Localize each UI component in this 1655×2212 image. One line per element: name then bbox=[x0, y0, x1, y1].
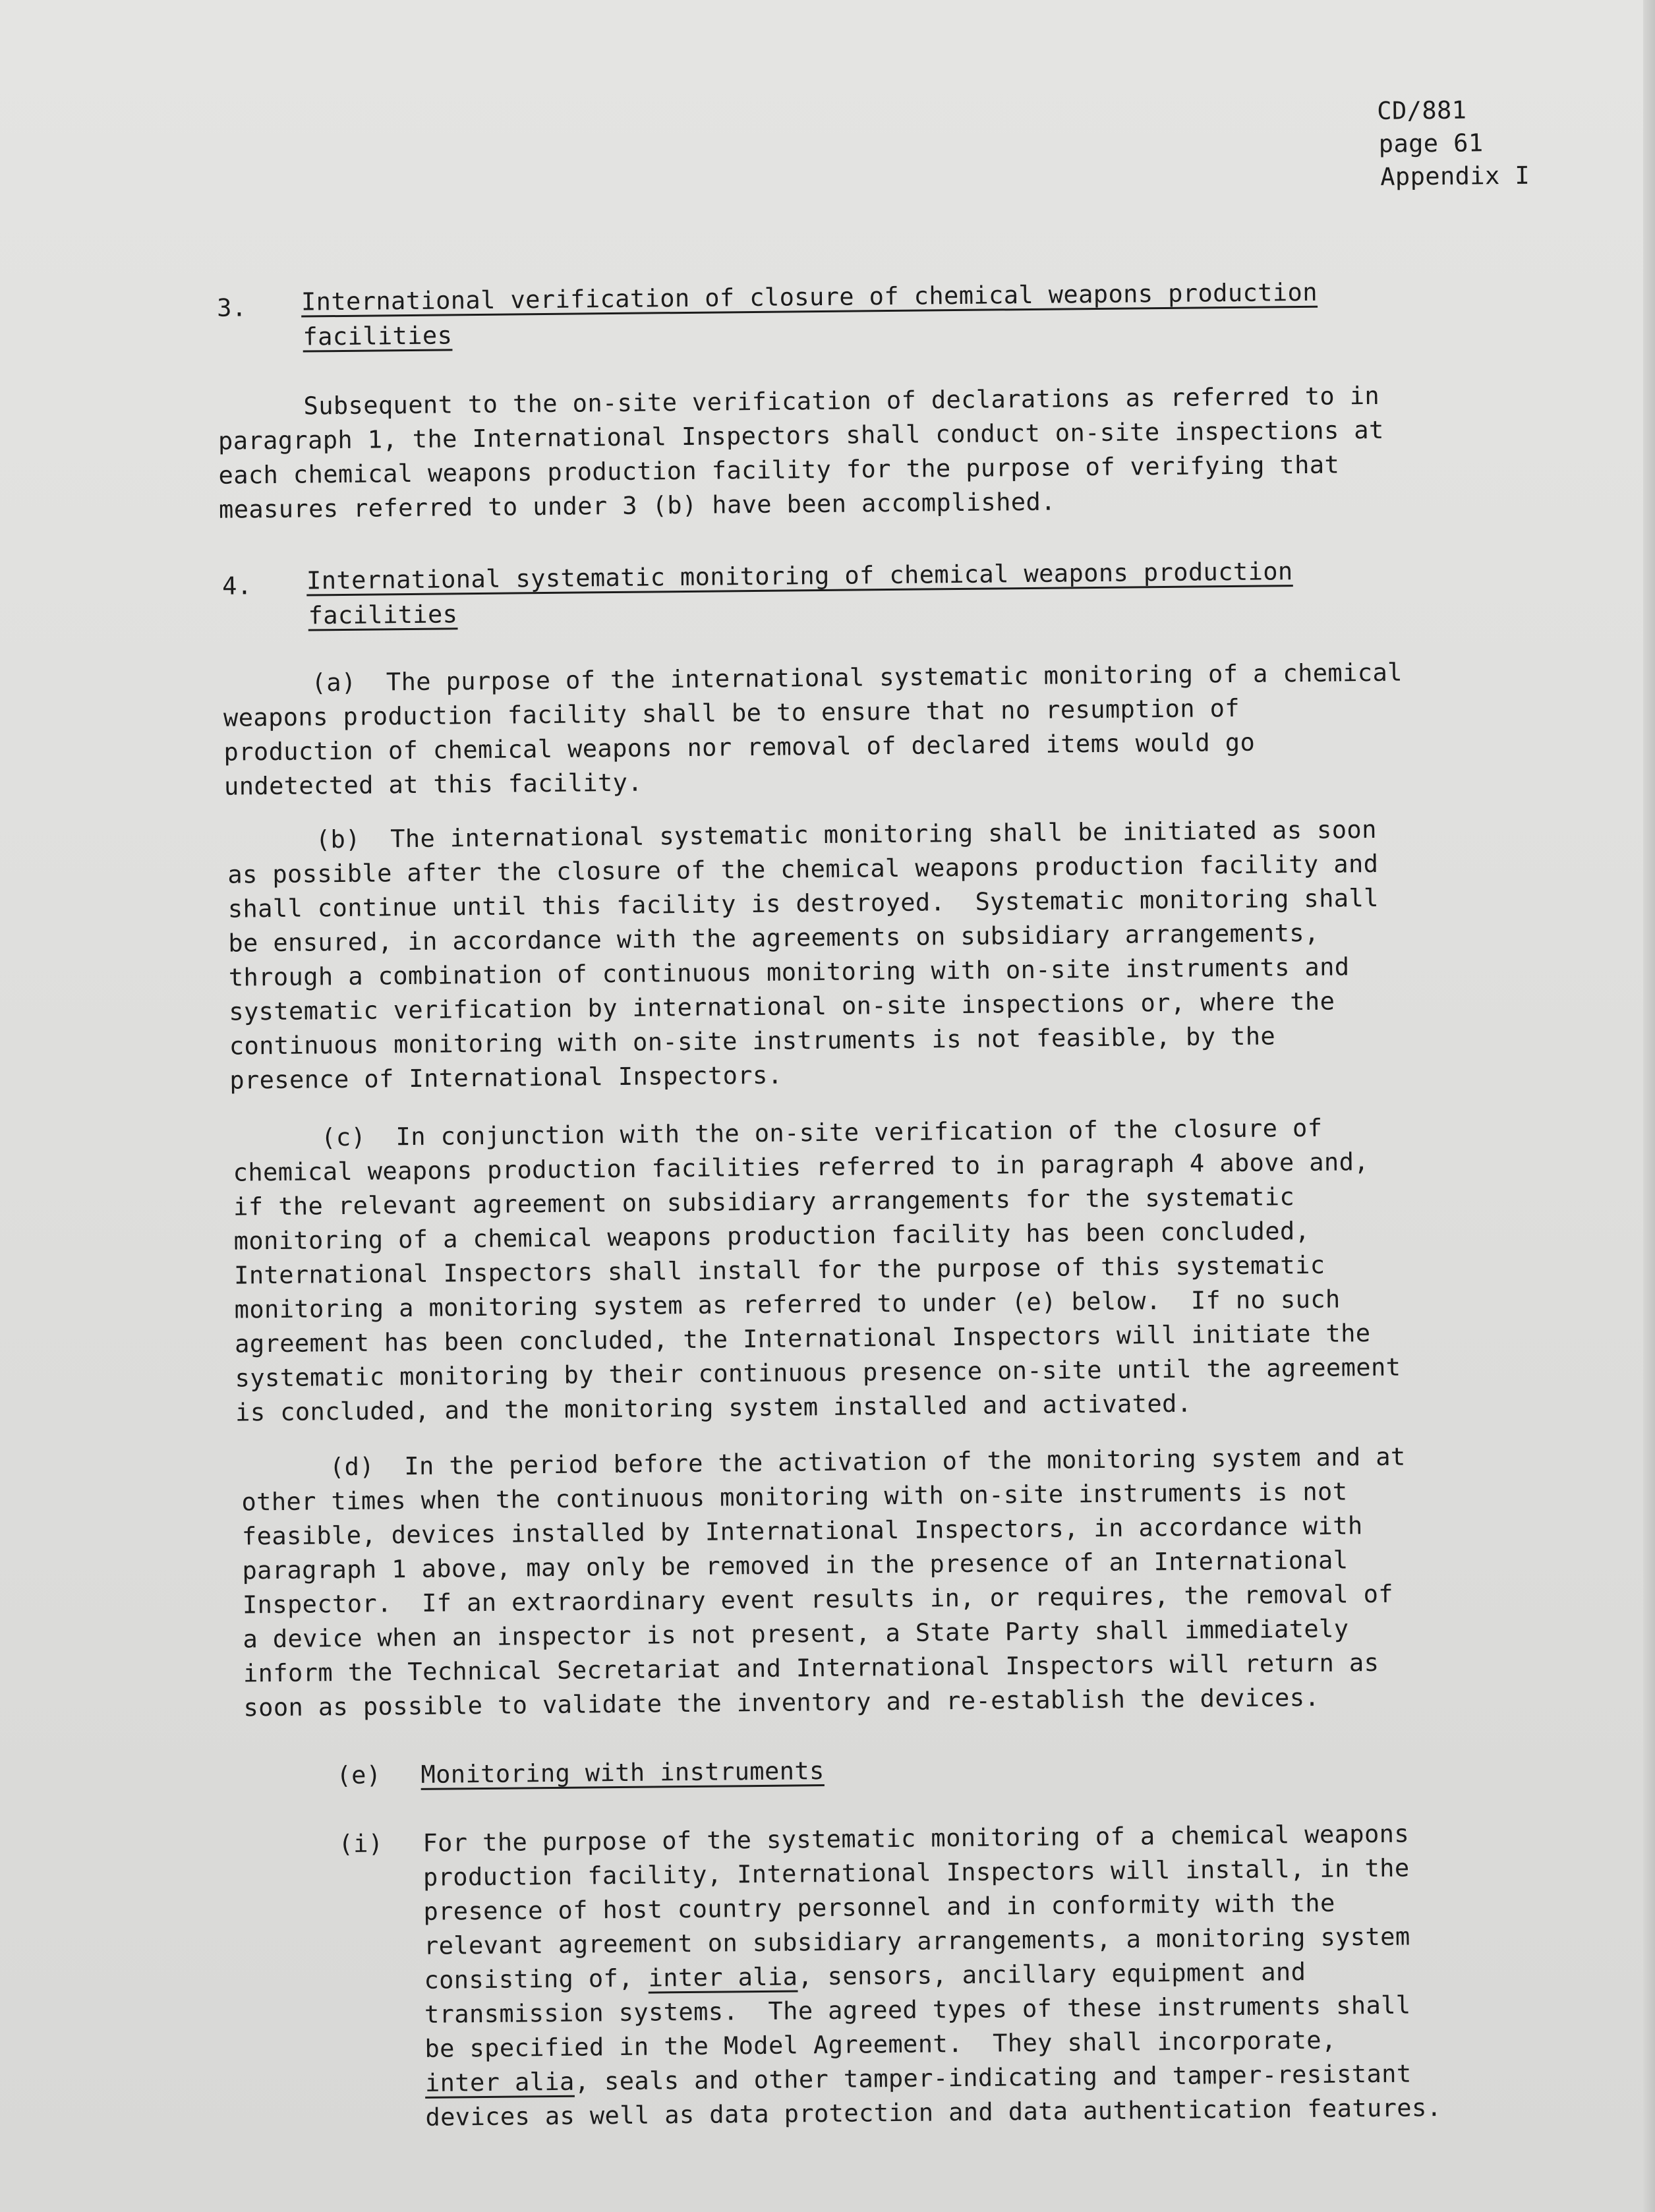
para-b-line7: continuous monitoring with on-site instruments is not feasible, by the bbox=[229, 1022, 1276, 1061]
page-edge-shadow bbox=[1643, 0, 1655, 2212]
para-c-line7: agreement has been concluded, the International Inspectors will initiate the bbox=[234, 1319, 1371, 1358]
item-i-line7: be specified in the Model Agreement. They shall incorporate, bbox=[424, 2025, 1337, 2063]
appendix-label: Appendix I bbox=[1380, 161, 1530, 191]
section-3-body-line2: paragraph 1, the International Inspectors shall conduct on-site inspections at bbox=[218, 415, 1384, 455]
item-i-line8-post: , seals and other tamper-indicating and tamper-resistant bbox=[574, 2059, 1412, 2096]
section-3-title-line2: facilities bbox=[303, 321, 453, 351]
item-i-line5 bbox=[424, 1960, 1306, 1993]
inter-alia-emphasis: inter alia bbox=[648, 1962, 798, 1993]
para-c-line6: monitoring a monitoring system as referred to under (e) below. If no such bbox=[234, 1285, 1341, 1324]
para-e-label: (e) bbox=[336, 1761, 382, 1790]
para-a-line4: undetected at this facility. bbox=[223, 768, 643, 801]
item-i-line8 bbox=[424, 2059, 1412, 2097]
item-i-line2: production facility, International Inspectors will install, in the bbox=[422, 1853, 1410, 1892]
section-3-number: 3. bbox=[216, 293, 247, 322]
para-b-line6: systematic verification by international on-site inspections or, where the bbox=[229, 987, 1335, 1026]
para-c-line9: is concluded, and the monitoring system installed and activated. bbox=[235, 1389, 1192, 1427]
para-e-title: Monitoring with instruments bbox=[421, 1757, 825, 1789]
para-a-line2: weapons production facility shall be to ensure that no resumption of bbox=[223, 693, 1240, 732]
item-i-line1: For the purpose of the systematic monitoring of a chemical weapons bbox=[422, 1819, 1410, 1857]
section-3-body-line1: Subsequent to the on-site verification of declarations as referred to in bbox=[303, 381, 1380, 421]
item-i-line6: transmission systems. The agreed types of these instruments shall bbox=[424, 1991, 1411, 2029]
para-d-line8: soon as possible to validate the inventory and re-establish the devices. bbox=[243, 1683, 1320, 1722]
para-c-line5: International Inspectors shall install for the purpose of this systematic bbox=[233, 1250, 1325, 1290]
para-b-line4: be ensured, in accordance with the agreements on subsidiary arrangements, bbox=[228, 918, 1320, 958]
para-d-line5: Inspector. If an extraordinary event results in, or requires, the removal of bbox=[242, 1579, 1394, 1619]
page-number: page 61 bbox=[1378, 129, 1484, 158]
item-i-line5-post: , sensors, ancillary equipment and bbox=[798, 1958, 1306, 1991]
para-d-line2: other times when the continuous monitoring with on-site instruments is not bbox=[241, 1477, 1348, 1517]
para-c-line8: systematic monitoring by their continuous presence on-site until the agreement bbox=[235, 1353, 1401, 1393]
para-c-line2: chemical weapons production facilities referred to in paragraph 4 above and, bbox=[233, 1148, 1370, 1187]
para-b-line3: shall continue until this facility is destroyed. Systematic monitoring shall bbox=[227, 883, 1379, 923]
item-i-line3: presence of host country personnel and in conformity with the bbox=[423, 1888, 1335, 1926]
para-d-line7: inform the Technical Secretariat and International Inspectors will return as bbox=[243, 1648, 1379, 1688]
para-c-line3: if the relevant agreement on subsidiary arrangements for the systematic bbox=[233, 1182, 1295, 1221]
item-i-label: (i) bbox=[338, 1829, 384, 1859]
section-3-body-line4: measures referred to under 3 (b) have been accomplished. bbox=[218, 487, 1057, 524]
item-i-line4: relevant agreement on subsidiary arrangements, a monitoring system bbox=[423, 1922, 1410, 1960]
section-4-title-line2: facilities bbox=[308, 600, 458, 630]
section-3-body-line3: each chemical weapons production facility for the purpose of verifying that bbox=[218, 450, 1340, 490]
para-a-line3: production of chemical weapons nor removal of declared items would go bbox=[223, 728, 1256, 767]
item-i-line5-pre: consisting of, bbox=[424, 1964, 649, 1994]
item-i-line9: devices as well as data protection and data authentication features. bbox=[425, 2093, 1442, 2132]
para-b-line5: through a combination of continuous monitoring with on-site instruments and bbox=[228, 952, 1350, 992]
para-c-line4: monitoring of a chemical weapons production facility has been concluded, bbox=[233, 1216, 1310, 1256]
section-4-title-line1: International systematic monitoring of chemical weapons production bbox=[306, 557, 1293, 595]
para-d-line4: paragraph 1 above, may only be removed in the presence of an International bbox=[242, 1546, 1349, 1585]
section-3-title-line1: International verification of closure of chemical weapons production bbox=[301, 277, 1318, 316]
para-b-line2: as possible after the closure of the chemical weapons production facility and bbox=[227, 849, 1379, 889]
para-d-line1: (d) In the period before the activation of the monitoring system and at bbox=[329, 1442, 1406, 1482]
para-b-line8: presence of International Inspectors. bbox=[229, 1061, 783, 1095]
para-d-line3: feasible, devices installed by International Inspectors, in accordance with bbox=[241, 1511, 1363, 1551]
para-b-line1: (b) The international systematic monitoring shall be initiated as soon bbox=[315, 815, 1377, 854]
section-4-number: 4. bbox=[221, 571, 252, 600]
para-a-line1: (a) The purpose of the international systematic monitoring of a chemical bbox=[311, 658, 1403, 697]
doc-code: CD/881 bbox=[1377, 96, 1467, 125]
inter-alia-emphasis-2: inter alia bbox=[424, 2067, 575, 2097]
para-c-line1: (c) In conjunction with the on-site verification of the closure of bbox=[320, 1113, 1323, 1152]
para-d-line6: a device when an inspector is not present, a State Party shall immediately bbox=[243, 1614, 1349, 1654]
